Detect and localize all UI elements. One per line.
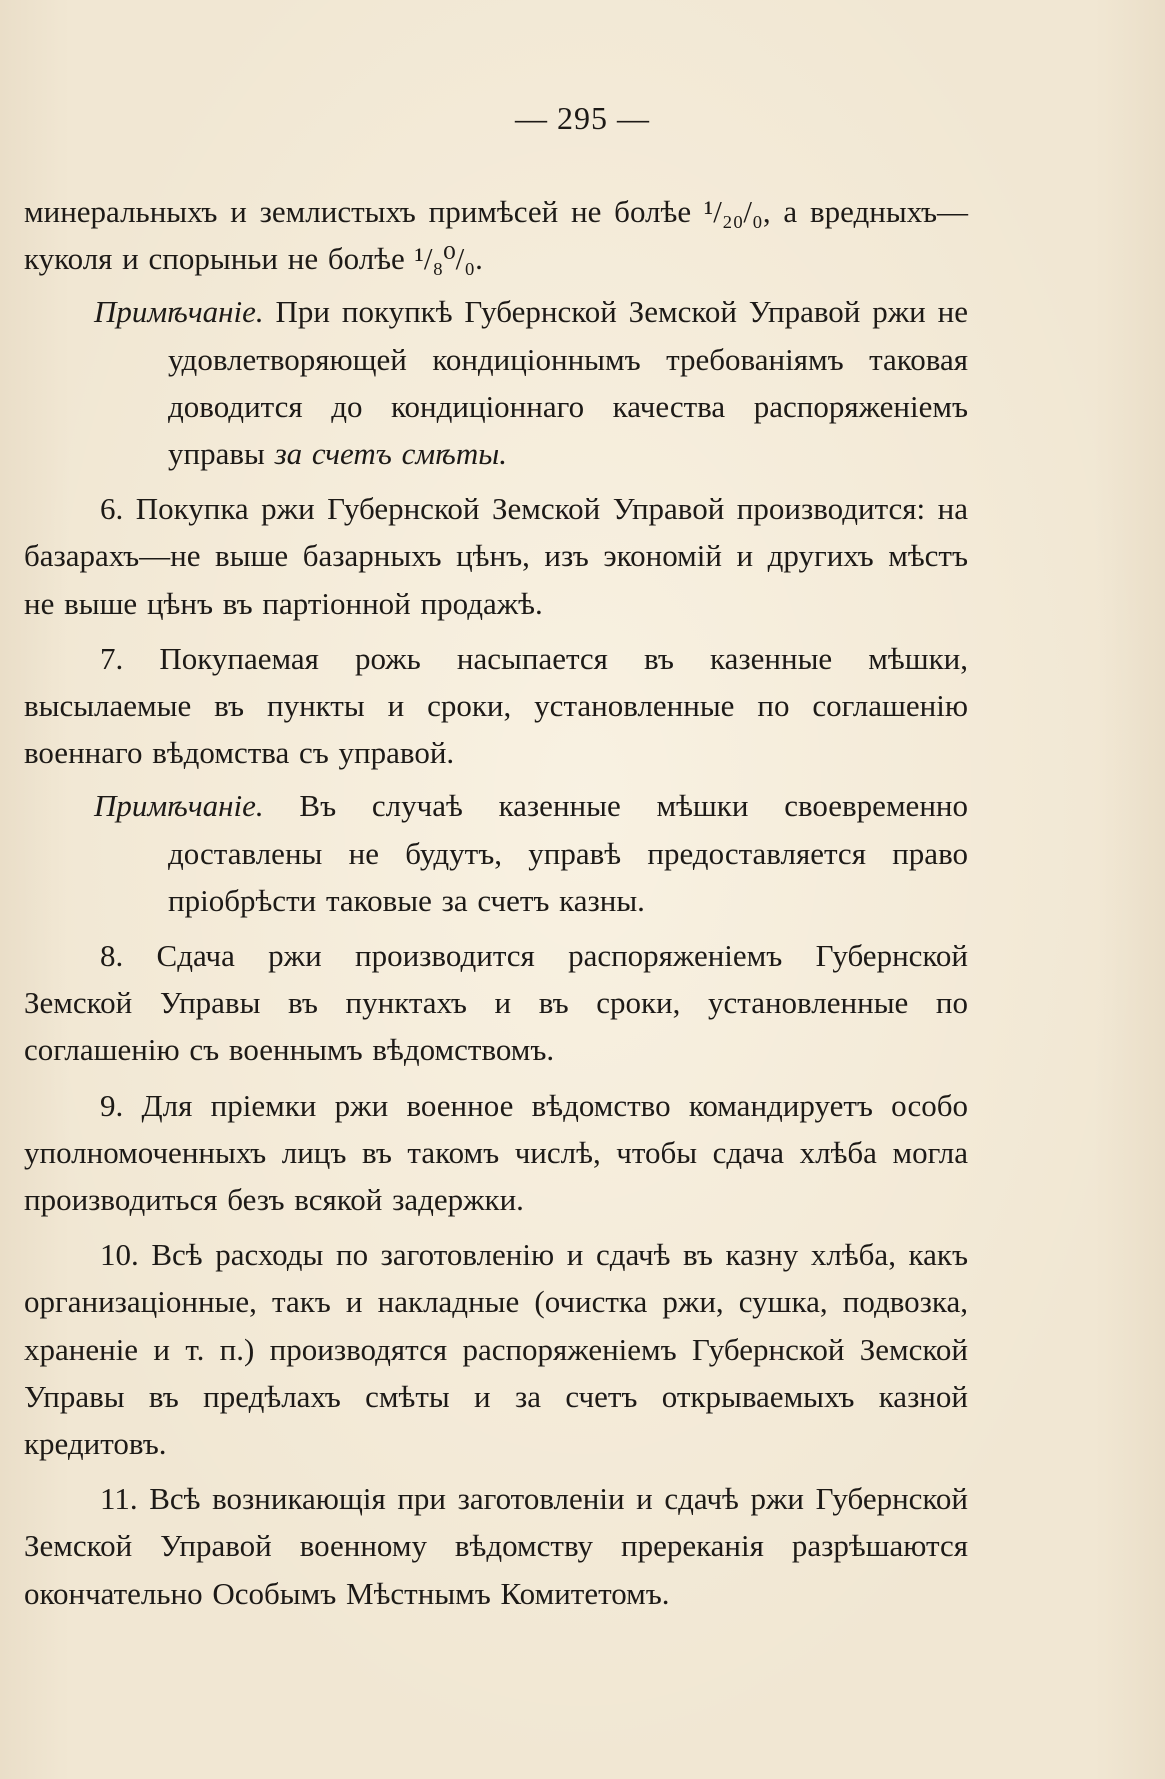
item-8: 8. Сдача ржи производится распоряженіемъ Губернской Земской Управы въ пунктахъ и въ сроки, установленные по соглашенію съ военнымъ вѣдомствомъ. — [24, 938, 968, 1068]
item-10: 10. Всѣ расходы по заготовленію и сдачѣ въ казну хлѣба, какъ организаціонные, такъ и накладные (очистка ржи, сушка, подвозка, храненіе и т. п.) производятся распоряженіемъ Губернской Земской Управы въ предѣлахъ смѣты и за счетъ открываемыхъ казной кредитовъ. — [24, 1237, 968, 1462]
body-text — [24, 188, 968, 1617]
note-1-text: При покупкѣ Губернской Земской Управой ржи не удовлетворяющей кондиціоннымъ требованіямъ таковая доводится до кондиціоннаго качества распоряженіемъ управы — [168, 294, 968, 472]
note-1 — [24, 288, 968, 477]
note-1-label: Примѣчаніе. — [94, 294, 264, 330]
page-number: — 295 — — [515, 100, 650, 136]
opening-paragraph: минеральныхъ и землистыхъ примѣсей не болѣе ¹/₂₀/₀, а вредныхъ—куколя и спорыньи не болѣе ¹/₈⁰/₀. — [24, 194, 968, 277]
note-2 — [24, 782, 968, 924]
note-2-text: Въ случаѣ казенные мѣшки своевременно доставлены не будутъ, управѣ предоставляется право пріобрѣсти таковые за счетъ казны. — [168, 788, 968, 918]
note-2-label: Примѣчаніе. — [94, 788, 264, 824]
item-6: 6. Покупка ржи Губернской Земской Управой производится: на базарахъ—не выше базарныхъ цѣнъ, изъ экономій и другихъ мѣстъ не выше цѣнъ въ партіонной продажѣ. — [24, 491, 968, 621]
note-1-tail: за счетъ смѣты. — [274, 436, 507, 472]
item-9: 9. Для пріемки ржи военное вѣдомство командируетъ особо уполномоченныхъ лицъ въ такомъ числѣ, чтобы сдача хлѣба могла производиться безъ всякой задержки. — [24, 1087, 968, 1218]
item-7: 7. Покупаемая рожь насыпается въ казенные мѣшки, высылаемые въ пункты и сроки, установленные по соглашенію военнаго вѣдомства съ управой. — [24, 640, 968, 771]
item-11: 11. Всѣ возникающія при заготовленіи и сдачѣ ржи Губернской Земской Управой военному вѣдомству пререканія разрѣшаются окончательно Особымъ Мѣстнымъ Комитетомъ. — [24, 1481, 968, 1611]
